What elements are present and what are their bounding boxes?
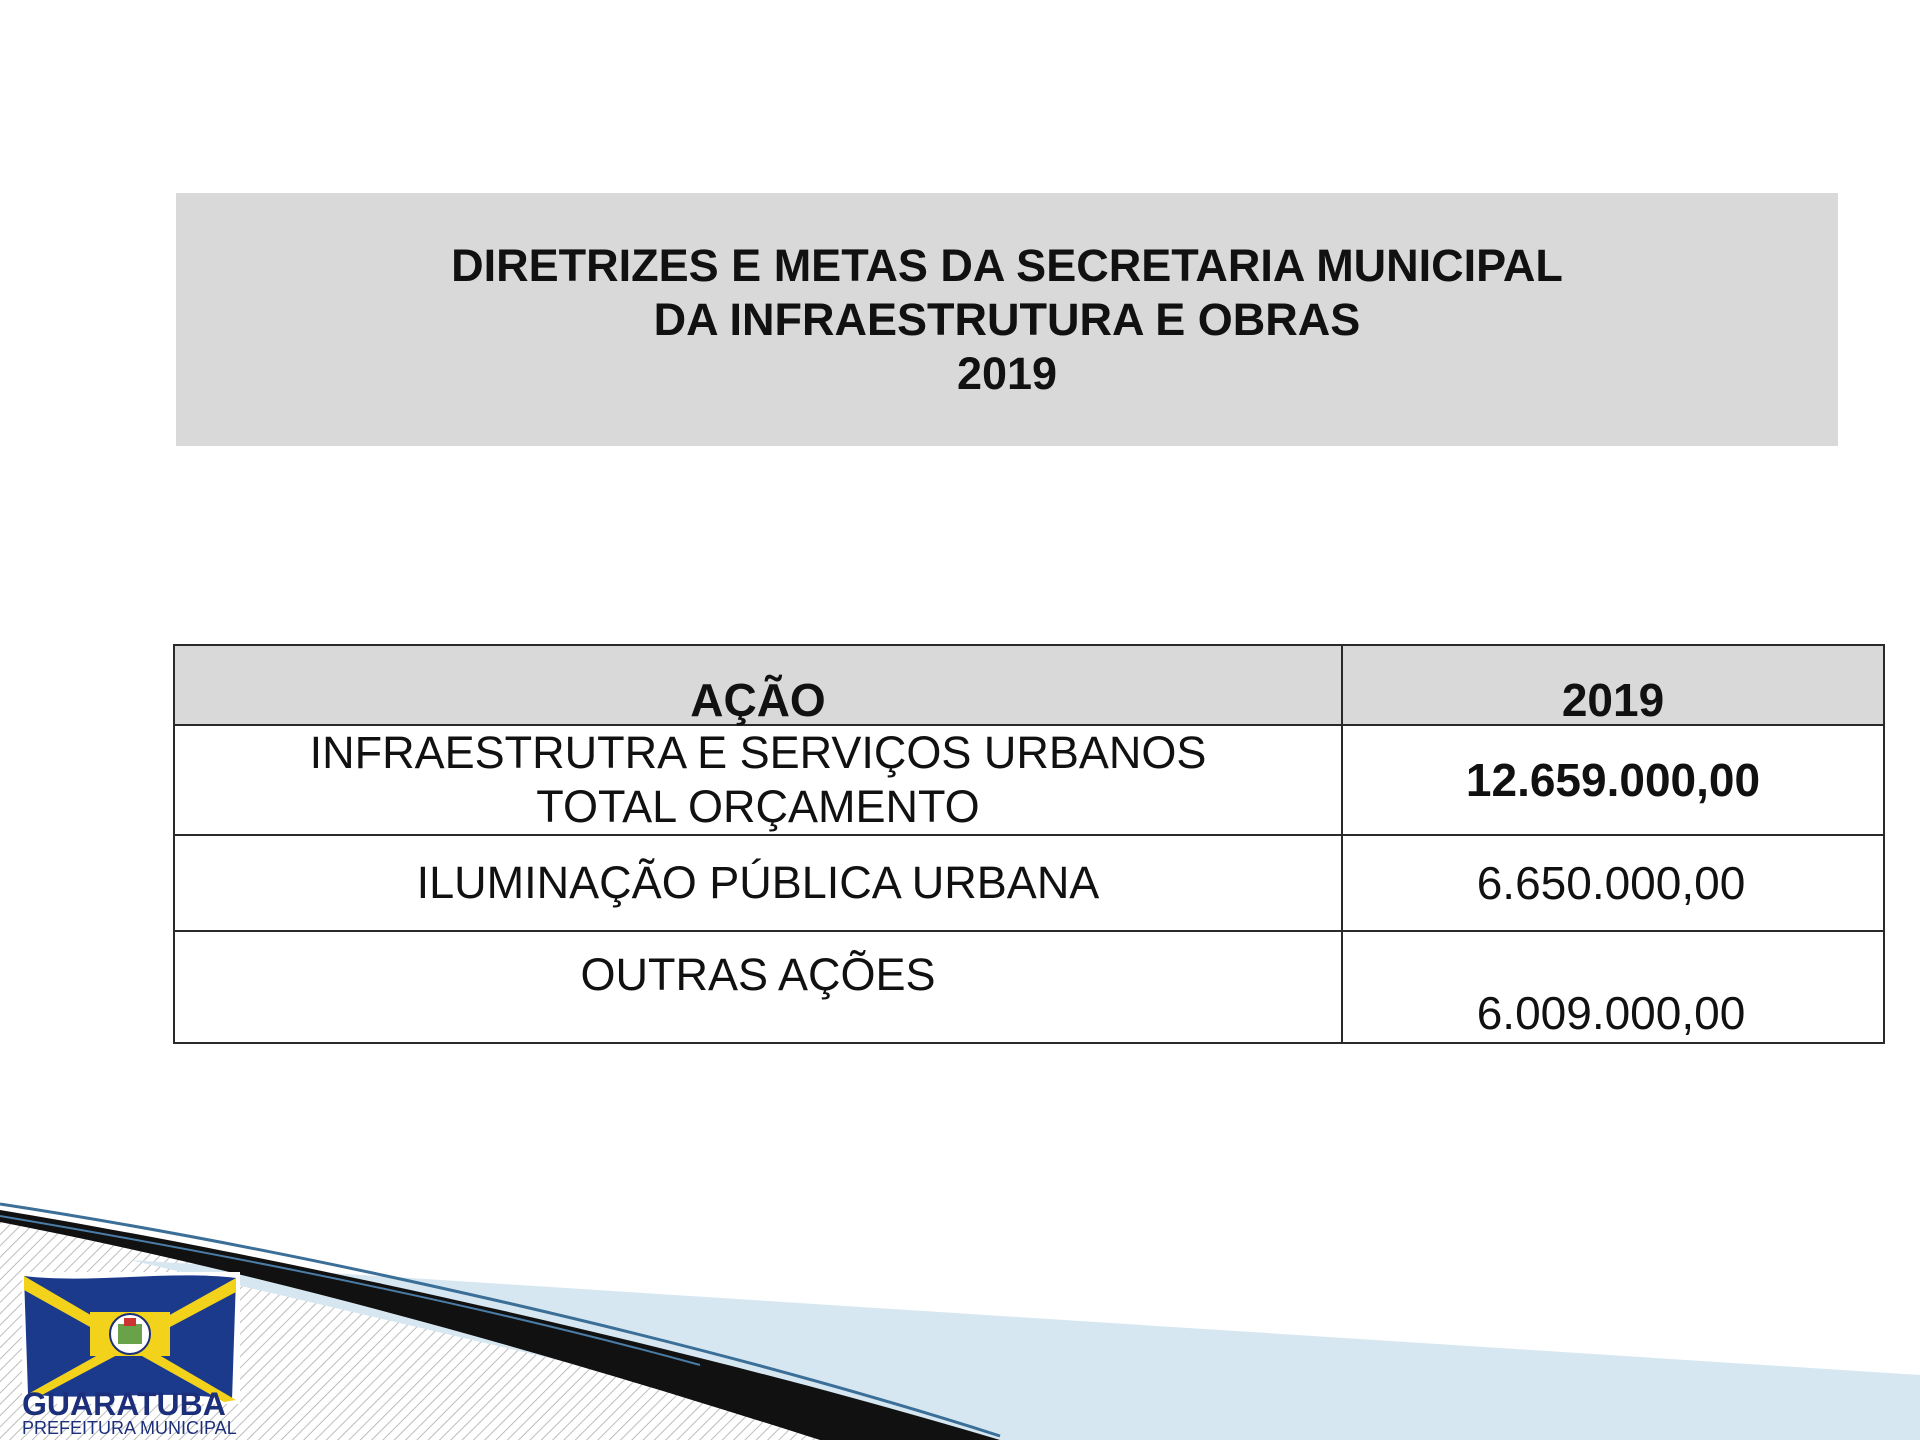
acao-label-line-2: TOTAL ORÇAMENTO [536,781,980,832]
logo-subtitle: PREFEITURA MUNICIPAL [22,1418,237,1438]
value-text: 6.009.000,00 [1476,987,1746,1039]
acao-cell: OUTRAS AÇÕES [174,931,1342,1043]
table-row [174,931,1884,1043]
decorative-swoosh [0,1200,1920,1440]
title-line-1: DIRETRIZES E METAS DA SECRETARIA MUNICIPAL [451,239,1563,291]
column-header-acao: AÇÃO [174,645,1342,725]
table-row [174,835,1884,931]
title-box [176,193,1838,446]
table-row [174,725,1884,835]
value-cell [1342,835,1884,931]
title-line-2: DA INFRAESTRUTURA E OBRAS [653,293,1361,345]
acao-cell [174,725,1342,835]
value-cell [1342,931,1884,1043]
budget-table [173,644,1885,1044]
total-value-cell: 12.659.000,00 [1342,725,1884,835]
acao-cell: ILUMINAÇÃO PÚBLICA URBANA [174,835,1342,931]
table-header-row [174,645,1884,725]
logo-name: GUARATUBA [22,1386,226,1422]
column-header-year: 2019 [1342,645,1884,725]
acao-label-line-1: INFRAESTRUTRA E SERVIÇOS URBANOS [309,727,1207,778]
value-text: 6.650.000,00 [1476,857,1746,909]
title-year: 2019 [956,347,1058,399]
